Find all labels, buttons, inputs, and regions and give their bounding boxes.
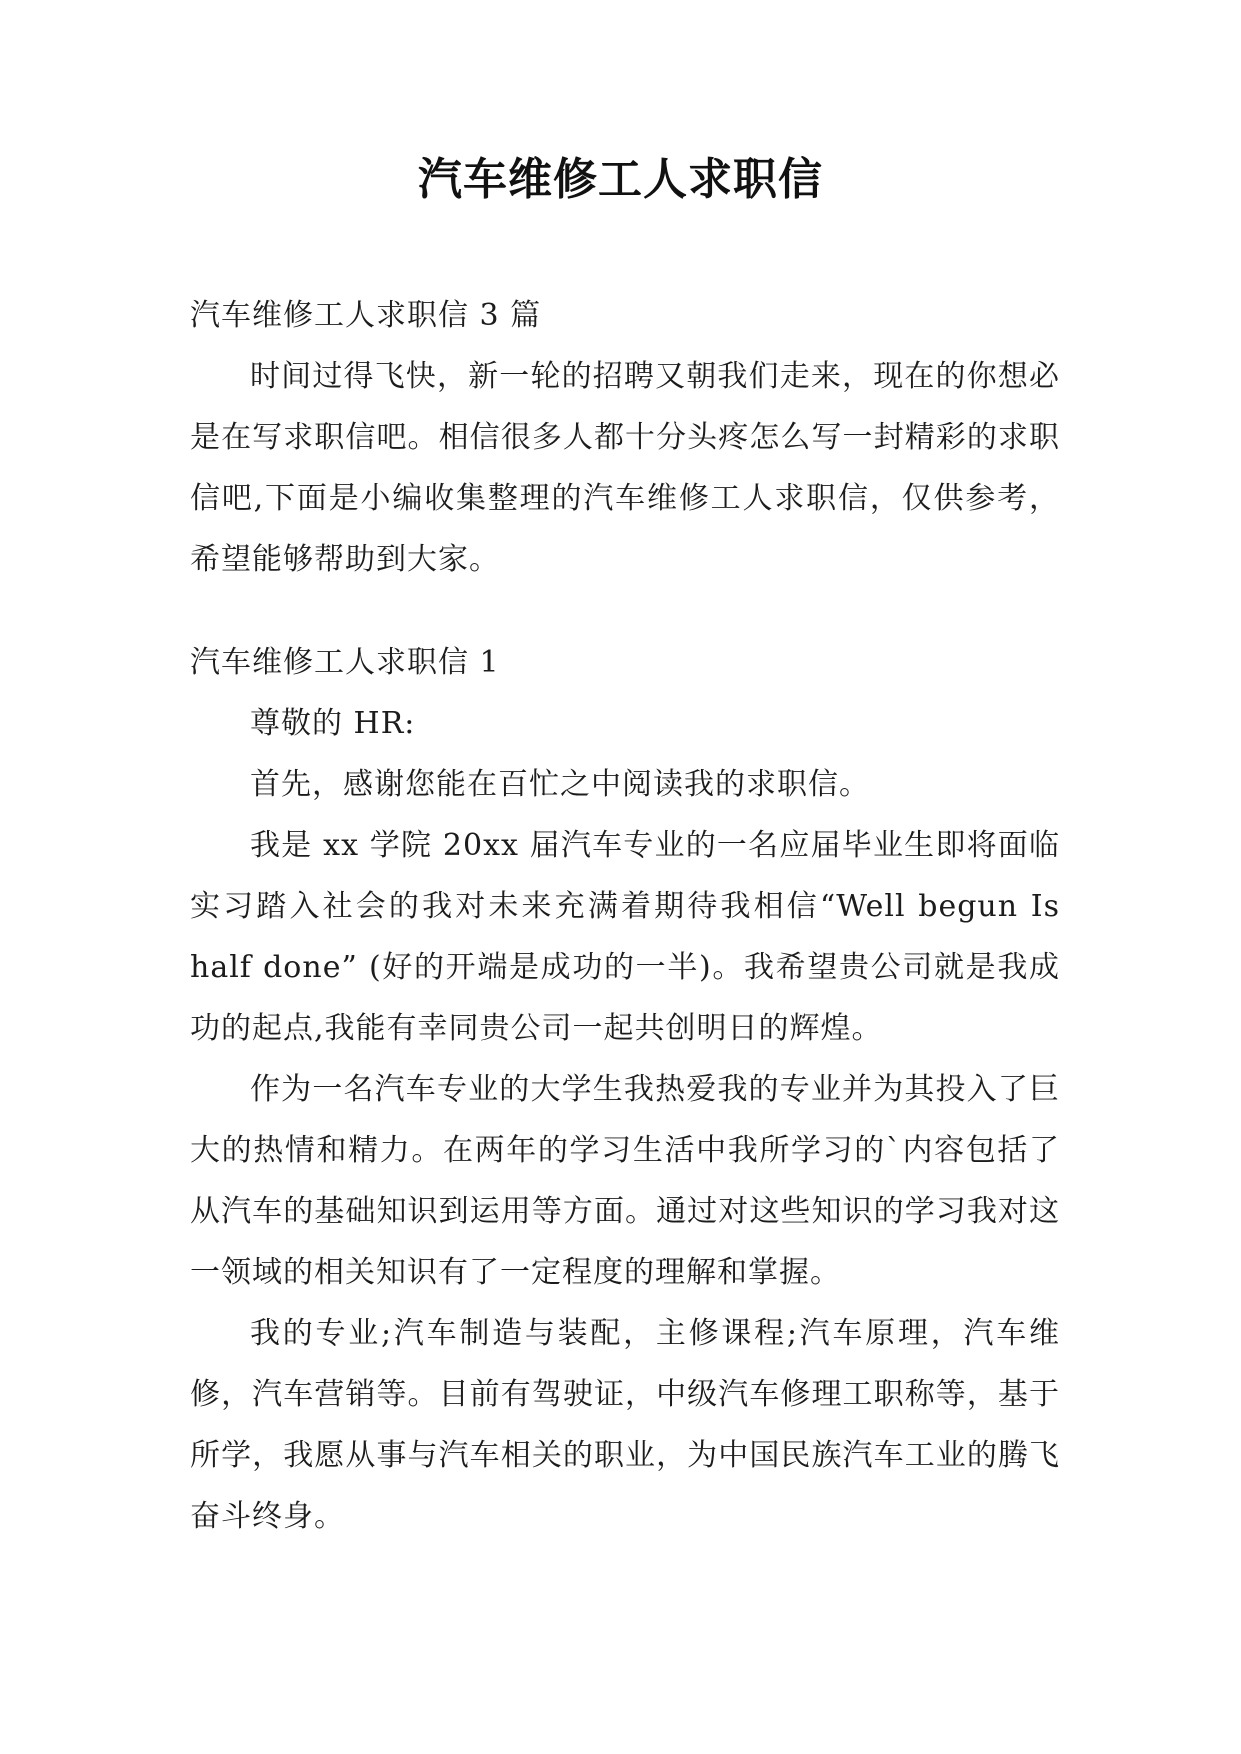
letter-heading: 汽车维修工人求职信 1 bbox=[190, 645, 500, 680]
major-paragraph: 我的专业;汽车制造与装配，主修课程;汽车原理，汽车维修，汽车营销等。目前有驾驶证，中级汽车修理工职称等，基于所学，我愿从事与汽车相关的职业，为中国民族汽车工业的腾飞奋斗终身。 bbox=[190, 1316, 1060, 1534]
opening-paragraph: 首先，感谢您能在百忙之中阅读我的求职信。 bbox=[250, 767, 870, 802]
document-title: 汽车维修工人求职信 bbox=[418, 154, 823, 205]
study-paragraph: 作为一名汽车专业的大学生我热爱我的专业并为其投入了巨大的热情和精力。在两年的学习生活中我所学习的`内容包括了从汽车的基础知识到运用等方面。通过对这些知识的学习我对这一领域的相关知识有了一定程度的理解和掌握。 bbox=[190, 1072, 1060, 1290]
intro-paragraph: 时间过得飞快，新一轮的招聘又朝我们走来，现在的你想必是在写求职信吧。相信很多人都十分头疼怎么写一封精彩的求职信吧,下面是小编收集整理的汽车维修工人求职信，仅供参考，希望能够帮助到大家。 bbox=[190, 359, 1060, 577]
self-intro-paragraph: 我是 xx 学院 20xx 届汽车专业的一名应届毕业生即将面临实习踏入社会的我对未来充满着期待我相信“Well begun Is half done” (好的开端是成功的一半)。我希望贵公司就是我成功的起点,我能有幸同贵公司一起共创明日的辉煌。 bbox=[190, 828, 1060, 1046]
document-body bbox=[190, 285, 1060, 1547]
subtitle-paragraph: 汽车维修工人求职信 3 篇 bbox=[190, 298, 542, 333]
salutation: 尊敬的 HR: bbox=[250, 706, 416, 741]
